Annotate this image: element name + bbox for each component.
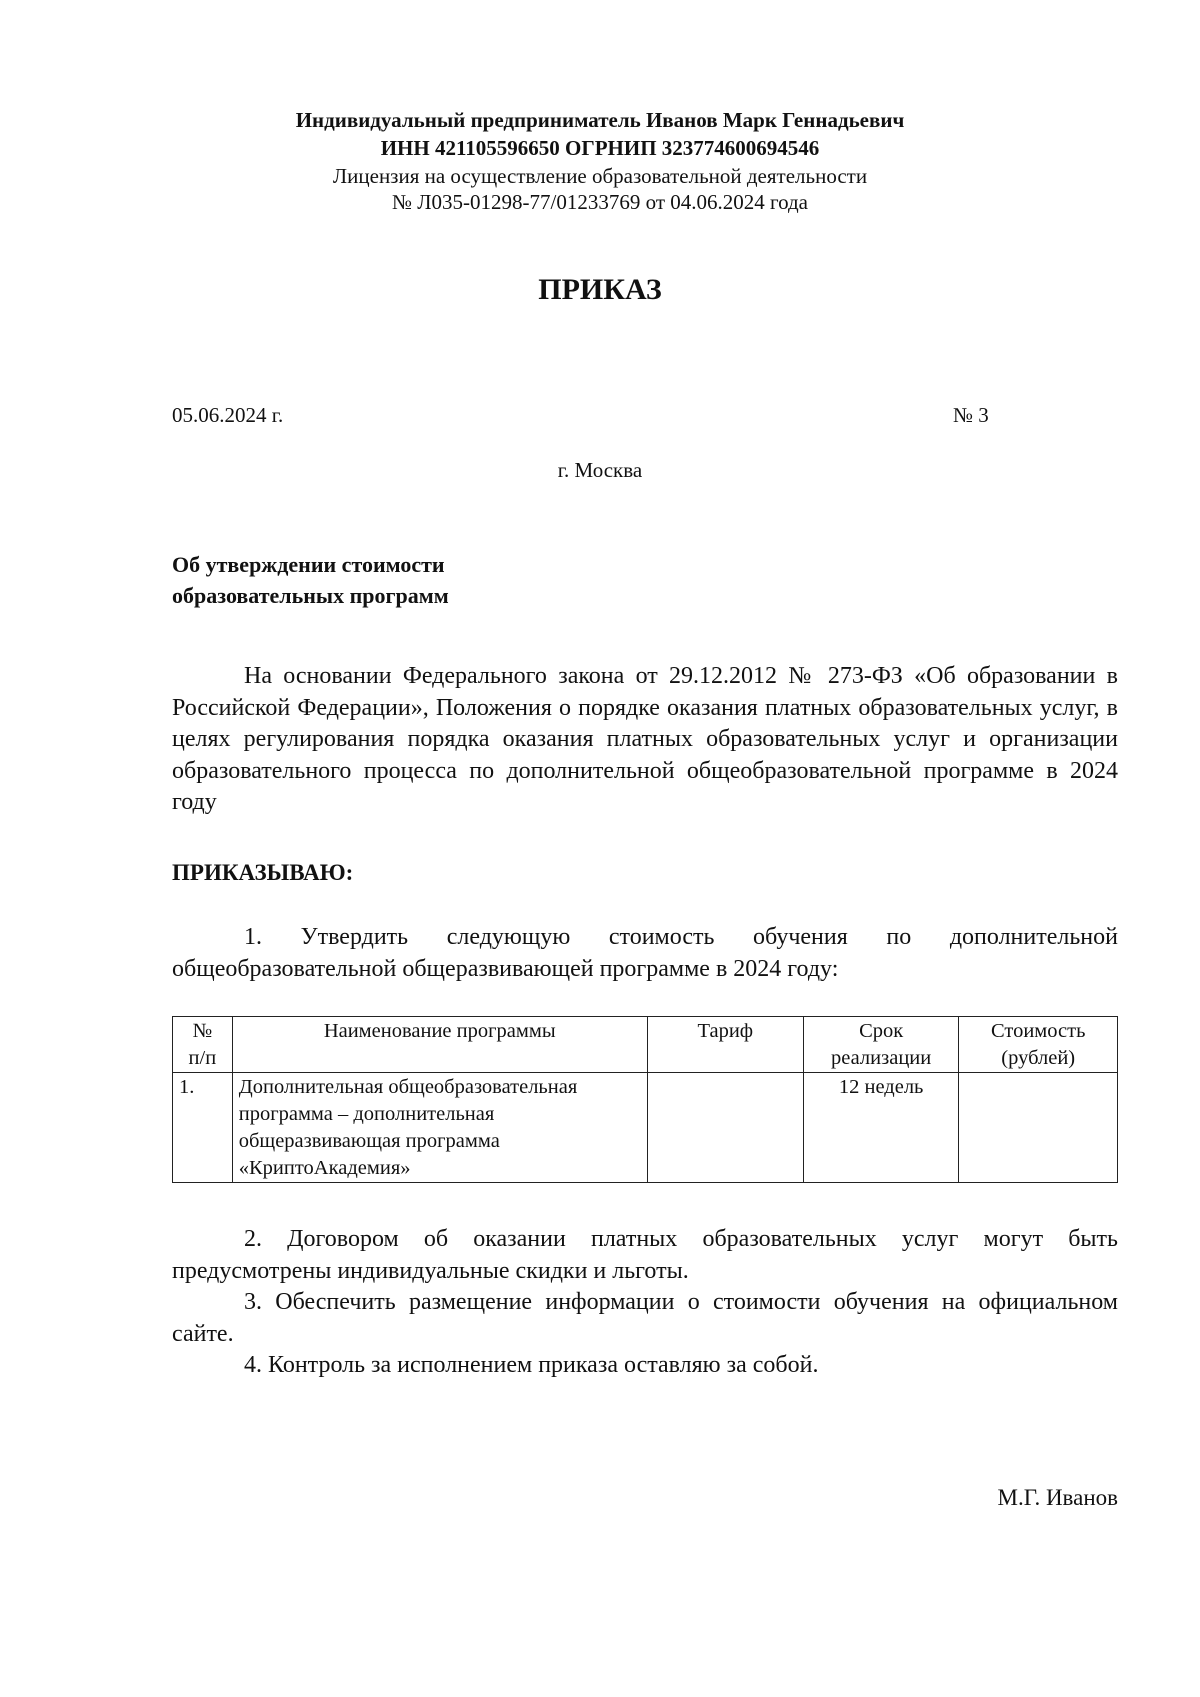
header-cost — [959, 1017, 1118, 1073]
signature: М.Г. Иванов — [997, 1485, 1118, 1510]
header-term-line-1: Срок — [859, 1020, 904, 1042]
price-table — [172, 1016, 1118, 1183]
cell-num: 1. — [173, 1073, 233, 1183]
table-header-row — [173, 1017, 1118, 1073]
order-items — [172, 1224, 1118, 1382]
program-name-line-3: общеразвивающая программа — [238, 1130, 500, 1152]
cell-tarif — [647, 1073, 803, 1183]
program-name-line-1: Дополнительная общеобразовательная — [238, 1076, 578, 1098]
program-name-line-2: программа – дополнительная — [238, 1103, 495, 1125]
cell-cost — [959, 1073, 1118, 1183]
city: г. Москва — [557, 458, 643, 482]
order-date: 05.06.2024 г. — [172, 403, 284, 427]
ordering-heading: ПРИКАЗЫВАЮ: — [172, 860, 354, 885]
header-num-line-1: № — [192, 1020, 213, 1042]
order-item-2: 2. Договором об оказании платных образовательных услуг могут быть предусмотрены индивидуальные скидки и льготы. — [172, 1226, 1118, 1284]
header-term-line-2: реализации — [831, 1047, 932, 1069]
header-tarif: Тариф — [647, 1017, 803, 1073]
order-item-3: 3. Обеспечить размещение информации о стоимости обучения на официальном сайте. — [172, 1289, 1118, 1347]
license-title: Лицензия на осуществление образовательной деятельности — [332, 164, 868, 188]
header-cost-line-2: (рублей) — [1001, 1047, 1076, 1069]
subject-line-1: Об утверждении стоимости — [172, 552, 445, 577]
preamble-paragraph: На основании Федерального закона от 29.12.2012 № 273-ФЗ «Об образовании в Российской Федерации», Положения о порядке оказания платных образовательных услуг, в целях регулирования порядка оказания платных образовательных услуг и организации образовательного процесса по дополнительной общеобразовательной программе в 2024 году — [172, 663, 1118, 815]
program-name-line-4: «КриптоАкадемия» — [238, 1157, 411, 1179]
header-cost-line-1: Стоимость — [991, 1020, 1086, 1042]
table-row — [173, 1073, 1118, 1183]
cell-term: 12 недель — [803, 1073, 959, 1183]
document-title: ПРИКАЗ — [538, 273, 662, 306]
order-item-4: 4. Контроль за исполнением приказа оставляю за собой. — [244, 1352, 819, 1378]
order-number: № 3 — [953, 403, 989, 427]
cell-program-name — [232, 1073, 647, 1183]
entrepreneur-name: Индивидуальный предприниматель Иванов Марк Геннадьевич — [295, 108, 905, 132]
registration-ids: ИНН 421105596650 ОГРНИП 323774600694546 — [380, 136, 820, 160]
license-number: № Л035-01298-77/01233769 от 04.06.2024 года — [392, 190, 808, 214]
header-num-line-2: п/п — [188, 1047, 217, 1069]
subject-line-2: образовательных программ — [172, 583, 449, 608]
order-item-1: 1. Утвердить следующую стоимость обучения по дополнительной общеобразовательной общеразвивающей программе в 2024 году: — [172, 924, 1118, 982]
header-program-name: Наименование программы — [232, 1017, 647, 1073]
order-subject — [172, 549, 449, 611]
header-term — [803, 1017, 959, 1073]
header-num — [173, 1017, 233, 1073]
